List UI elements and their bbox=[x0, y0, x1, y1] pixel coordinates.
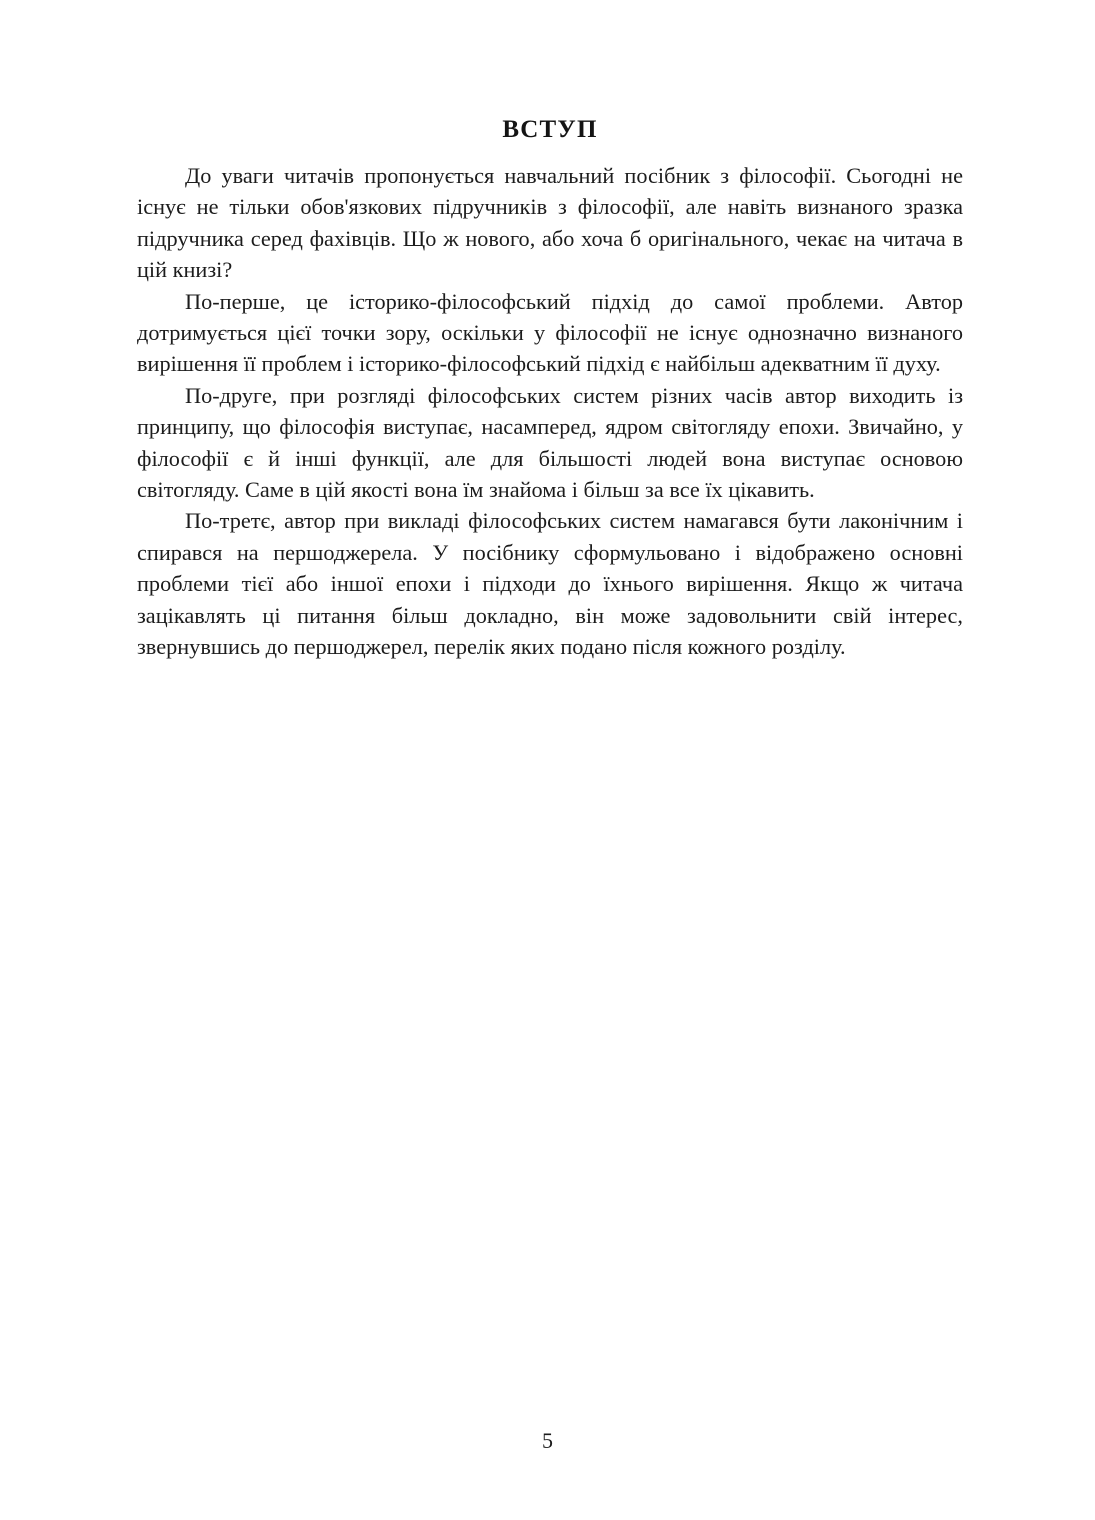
paragraph: По-третє, автор при викладі філософських систем намагався бути лаконічним і спирався на першоджерела. У посібнику сформульовано і відображено основні проблеми тієї або іншої епохи і підходи до їхнього вирішення. Якщо ж читача зацікавлять ці питання більш докладно, він може задовольнити свій інтерес, звернувшись до першоджерел, перелік яких подано після кожного розділу. bbox=[137, 508, 963, 660]
paragraph: До уваги читачів пропонується навчальний посібник з філософії. Сьогодні не існує не тільки обов'язкових підручників з філософії, але навіть визнаного зразка підручника серед фахівців. Що ж нового, або хоча б оригінального, чекає на читача в цій книзі? bbox=[137, 163, 963, 283]
page-title: ВСТУП bbox=[502, 115, 598, 143]
paragraph: По-перше, це історико-філософський підхід до самої проблеми. Автор дотримується цієї точки зору, оскільки у філософії не існує однозначно визнаного вирішення її проблем і історико-філософський підхід є найбільш адекватним її духу. bbox=[137, 288, 963, 377]
paragraph: По-друге, при розгляді філософських систем різних часів автор виходить із принципу, що філософія виступає, насамперед, ядром світогляду епохи. Звичайно, у філософії є й інші функції, але для більшості людей вона виступає основою світогляду. Саме в цій якості вона їм знайома і більш за все їх цікавить. bbox=[137, 382, 963, 503]
body-text bbox=[137, 160, 963, 663]
page-number: 5 bbox=[542, 1428, 553, 1453]
